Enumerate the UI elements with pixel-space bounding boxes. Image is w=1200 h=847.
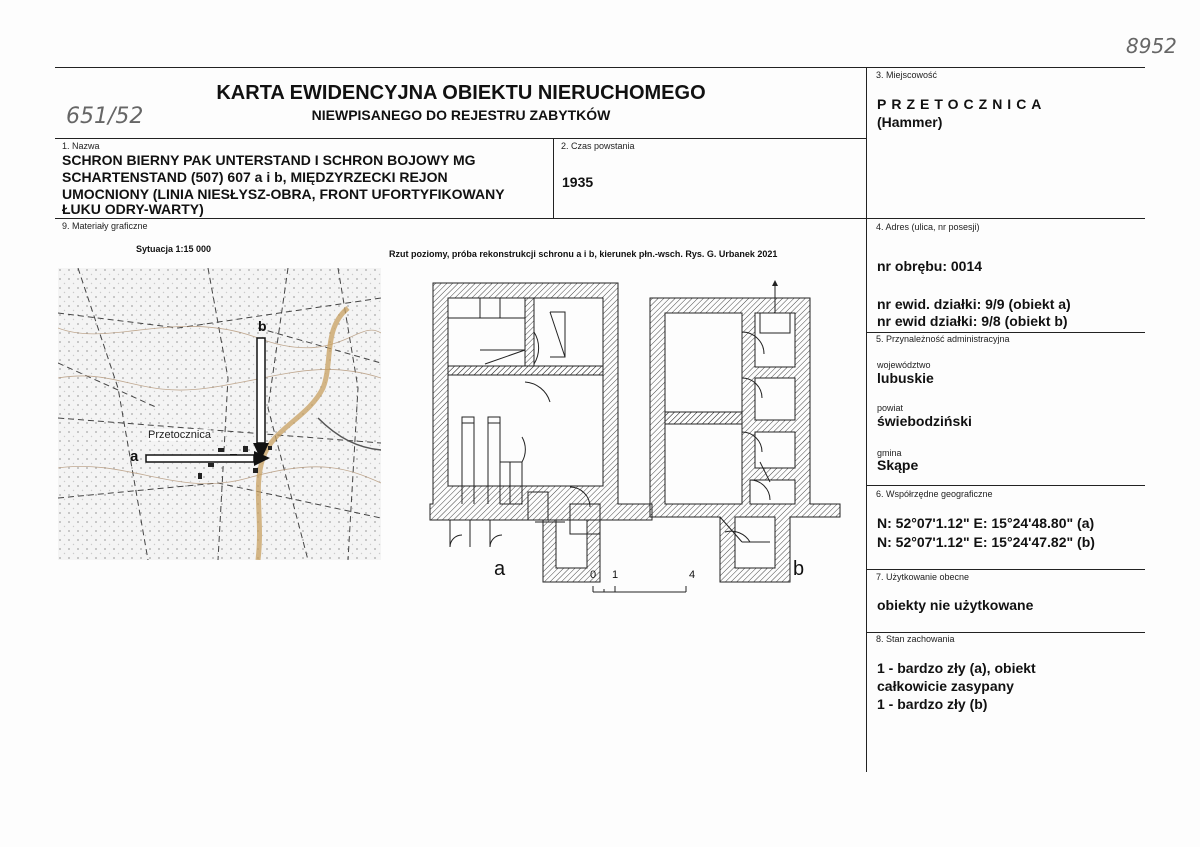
stan-line-1: 1 - bardzo zły (a), obiekt: [877, 660, 1036, 676]
map-place-name: Przetocznica: [148, 429, 211, 441]
nazwa-line-2: SCHARTENSTAND (507) 607 a i b, MIĘDZYRZECKI REJON: [62, 169, 448, 185]
nazwa-line-4: ŁUKU ODRY-WARTY): [62, 201, 204, 217]
uzytkowanie-value: obiekty nie użytkowane: [877, 597, 1034, 613]
floor-plans: [390, 272, 850, 602]
adres-dzialka-b: nr ewid działki: 9/8 (obiekt b): [877, 313, 1068, 329]
powiat-label: powiat: [877, 403, 904, 413]
plan-label-b: b: [793, 558, 805, 580]
scale-label-1: 1: [612, 569, 619, 581]
gmina-value: Skąpe: [877, 457, 919, 473]
wspolrzedne-a: N: 52°07'1.12" E: 15°24'48.80" (a): [877, 515, 1095, 531]
materialy-label: 9. Materiały graficzne: [62, 221, 148, 231]
miejscowosc-value-2: (Hammer): [877, 114, 943, 130]
situation-map: [58, 268, 381, 560]
przynaleznosc-label: 5. Przynależność administracyjna: [876, 334, 1010, 344]
archive-number: 8952: [1126, 34, 1177, 58]
card-title: KARTA EWIDENCYJNA OBIEKTU NIERUCHOMEGO: [216, 82, 706, 104]
stan-line-3: 1 - bardzo zły (b): [877, 696, 988, 712]
plan-b: [650, 280, 840, 582]
adres-dzialka-a: nr ewid. działki: 9/9 (obiekt a): [877, 296, 1071, 312]
nazwa-line-3: UMOCNIONY (LINIA NIESŁYSZ-OBRA, FRONT UFORTYFIKOWANY: [62, 186, 505, 202]
stan-label: 8. Stan zachowania: [876, 634, 955, 644]
map-label-b: b: [258, 318, 267, 334]
adres-obreb: nr obrębu: 0014: [877, 258, 983, 274]
miejscowosc-label: 3. Miejscowość: [876, 70, 938, 80]
adres-label: 4. Adres (ulica, nr posesji): [876, 222, 980, 232]
plan-a: [430, 283, 652, 582]
plan-caption: Rzut poziomy, próba rekonstrukcji schronu a i b, kierunek płn.-wsch. Rys. G. Urbanek 2021: [389, 249, 778, 259]
stan-line-2: całkowicie zasypany: [877, 678, 1014, 694]
map-label-a: a: [130, 448, 139, 465]
uzytkowanie-label: 7. Użytkowanie obecne: [876, 572, 970, 582]
czas-value: 1935: [562, 174, 594, 190]
wspolrzedne-b: N: 52°07'1.12" E: 15°24'47.82" (b): [877, 534, 1095, 550]
wspolrzedne-label: 6. Współrzędne geograficzne: [876, 489, 993, 499]
nazwa-label: 1. Nazwa: [62, 141, 100, 151]
scale-label-4: 4: [689, 569, 696, 581]
scale-label-0: 0: [590, 569, 597, 581]
miejscowosc-value: PRZETOCZNICA: [877, 96, 1047, 112]
wojewodztwo-label: województwo: [877, 360, 931, 370]
situation-caption: Sytuacja 1:15 000: [136, 244, 212, 254]
scale-bar: [593, 586, 686, 592]
gmina-label: gmina: [877, 448, 902, 458]
card-subtitle: NIEWPISANEGO DO REJESTRU ZABYTKÓW: [311, 107, 611, 123]
nazwa-line-1: SCHRON BIERNY PAK UNTERSTAND I SCHRON BOJOWY MG: [62, 152, 476, 168]
wojewodztwo-value: lubuskie: [877, 370, 934, 386]
handwritten-ref: 651/52: [66, 104, 144, 129]
plan-label-a: a: [494, 558, 506, 580]
czas-label: 2. Czas powstania: [561, 141, 635, 151]
powiat-value: świebodziński: [877, 413, 972, 429]
